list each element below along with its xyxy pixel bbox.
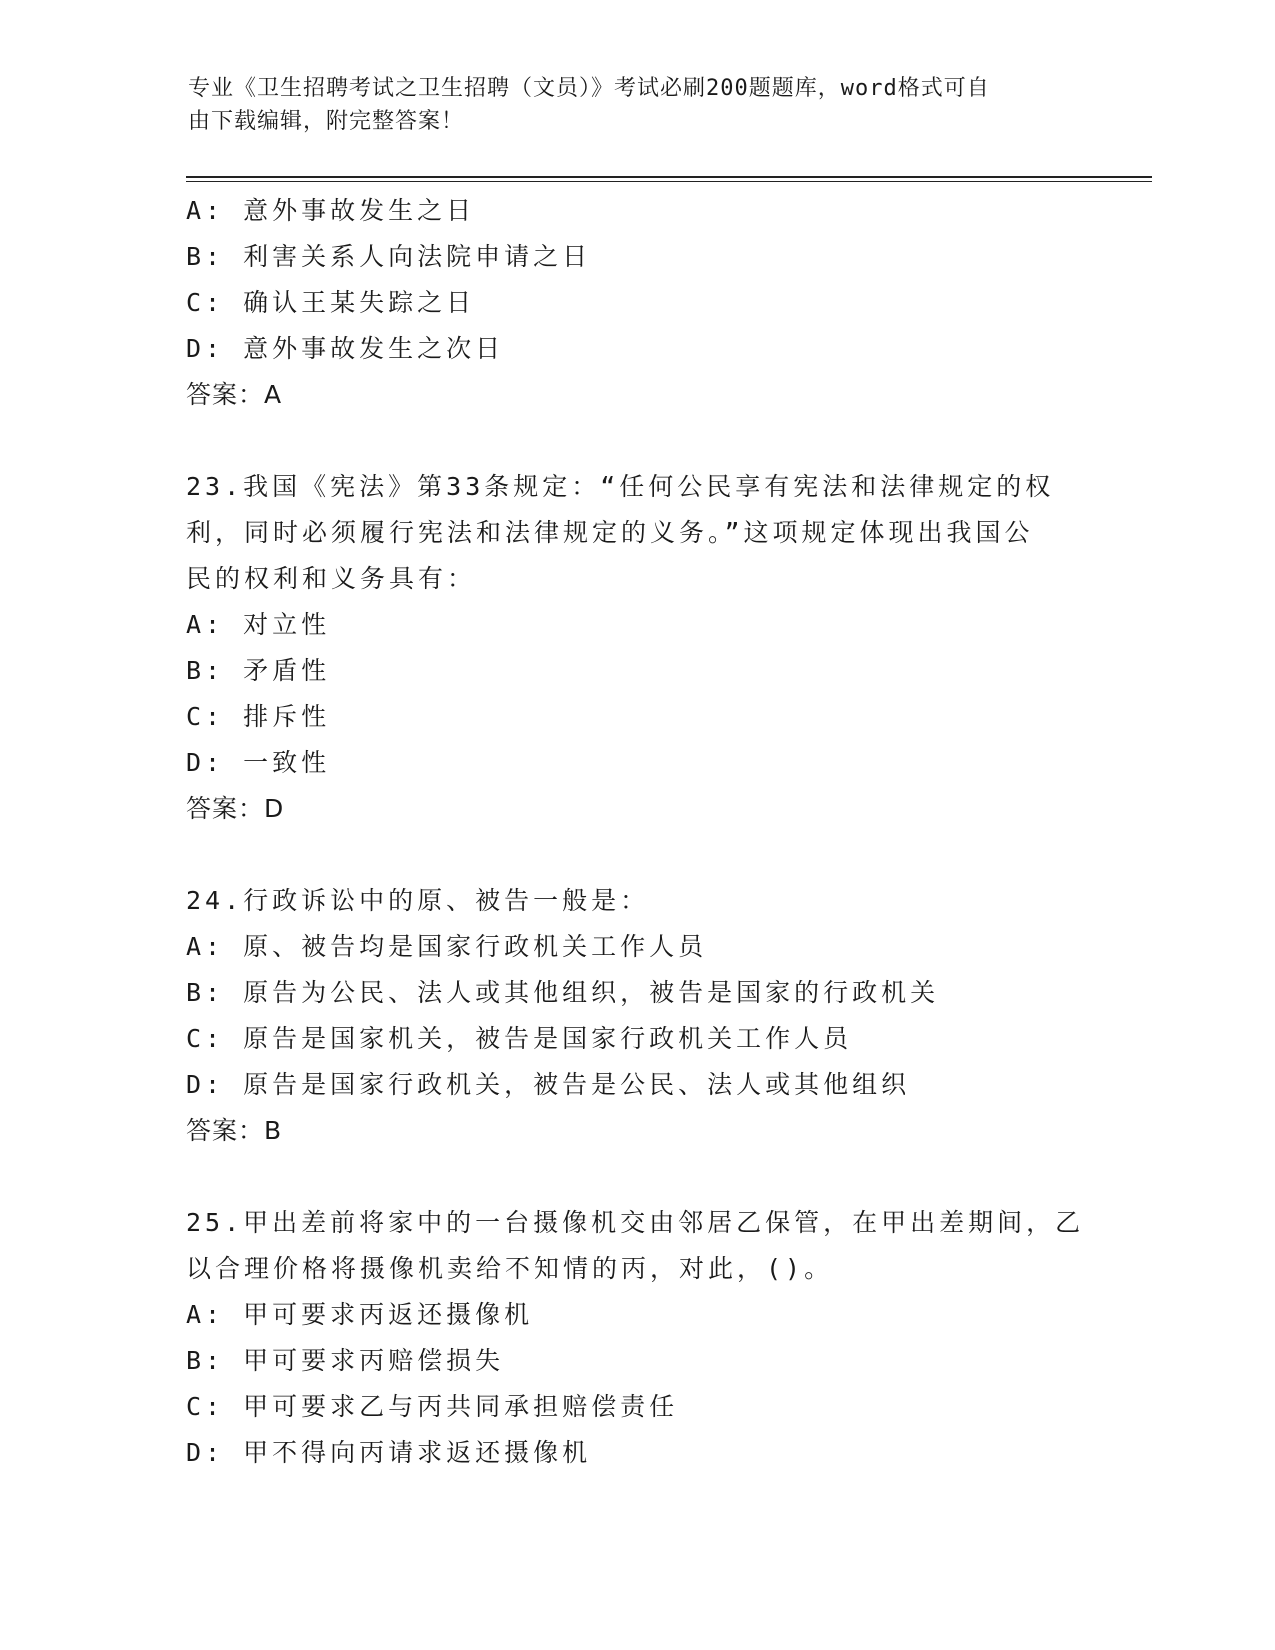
answer-label: 答案：D	[186, 794, 285, 823]
option-b: B: 原告为公民、法人或其他组织，被告是国家的行政机关	[186, 978, 940, 1007]
option-b: B: 利害关系人向法院申请之日	[186, 242, 592, 271]
answer-label: 答案：A	[186, 380, 283, 409]
option-b: B: 矛盾性	[186, 656, 331, 685]
option-d: D: 甲不得向丙请求返还摄像机	[186, 1438, 592, 1467]
stem-line: 利，同时必须履行宪法和法律规定的义务。”这项规定体现出我国公	[186, 518, 1034, 547]
stem-line: 以合理价格将摄像机卖给不知情的丙，对此，()。	[186, 1254, 834, 1283]
question-22	[186, 188, 1086, 418]
option-a: A: 甲可要求丙返还摄像机	[186, 1300, 534, 1329]
question-24	[186, 878, 1086, 1154]
stem-line: 25.甲出差前将家中的一台摄像机交由邻居乙保管，在甲出差期间，乙	[186, 1208, 1085, 1237]
header-line-2: 由下载编辑，附完整答案！	[188, 109, 465, 134]
stem-line: 23.我国《宪法》第33条规定：“任何公民享有宪法和法律规定的权	[186, 472, 1055, 501]
option-c: C: 原告是国家机关，被告是国家行政机关工作人员	[186, 1024, 853, 1053]
option-c: C: 甲可要求乙与丙共同承担赔偿责任	[186, 1392, 679, 1421]
header-line-1: 专业《卫生招聘考试之卫生招聘（文员）》考试必刷200题题库，word格式可自	[188, 76, 990, 101]
option-c: C: 排斥性	[186, 702, 331, 731]
option-a: A: 原、被告均是国家行政机关工作人员	[186, 932, 708, 961]
question-25	[186, 1200, 1086, 1476]
option-c: C: 确认王某失踪之日	[186, 288, 476, 317]
option-a: A: 意外事故发生之日	[186, 196, 476, 225]
header-divider-bottom	[186, 181, 1152, 182]
stem-line: 民的权利和义务具有：	[186, 564, 477, 593]
option-d: D: 一致性	[186, 748, 331, 777]
question-spacer	[186, 1154, 1086, 1200]
option-b: B: 甲可要求丙赔偿损失	[186, 1346, 505, 1375]
option-d: D: 意外事故发生之次日	[186, 334, 505, 363]
question-spacer	[186, 418, 1086, 464]
stem-line: 24.行政诉讼中的原、被告一般是：	[186, 886, 650, 915]
answer-label: 答案：B	[186, 1116, 283, 1145]
option-d: D: 原告是国家行政机关，被告是公民、法人或其他组织	[186, 1070, 911, 1099]
header-divider-top	[186, 176, 1152, 178]
question-stem	[186, 878, 1086, 924]
question-stem	[186, 1200, 1086, 1292]
question-23	[186, 464, 1086, 832]
question-stem	[186, 464, 1086, 602]
question-spacer	[186, 832, 1086, 878]
document-header	[188, 72, 1068, 138]
question-list	[186, 188, 1086, 1476]
option-a: A: 对立性	[186, 610, 331, 639]
